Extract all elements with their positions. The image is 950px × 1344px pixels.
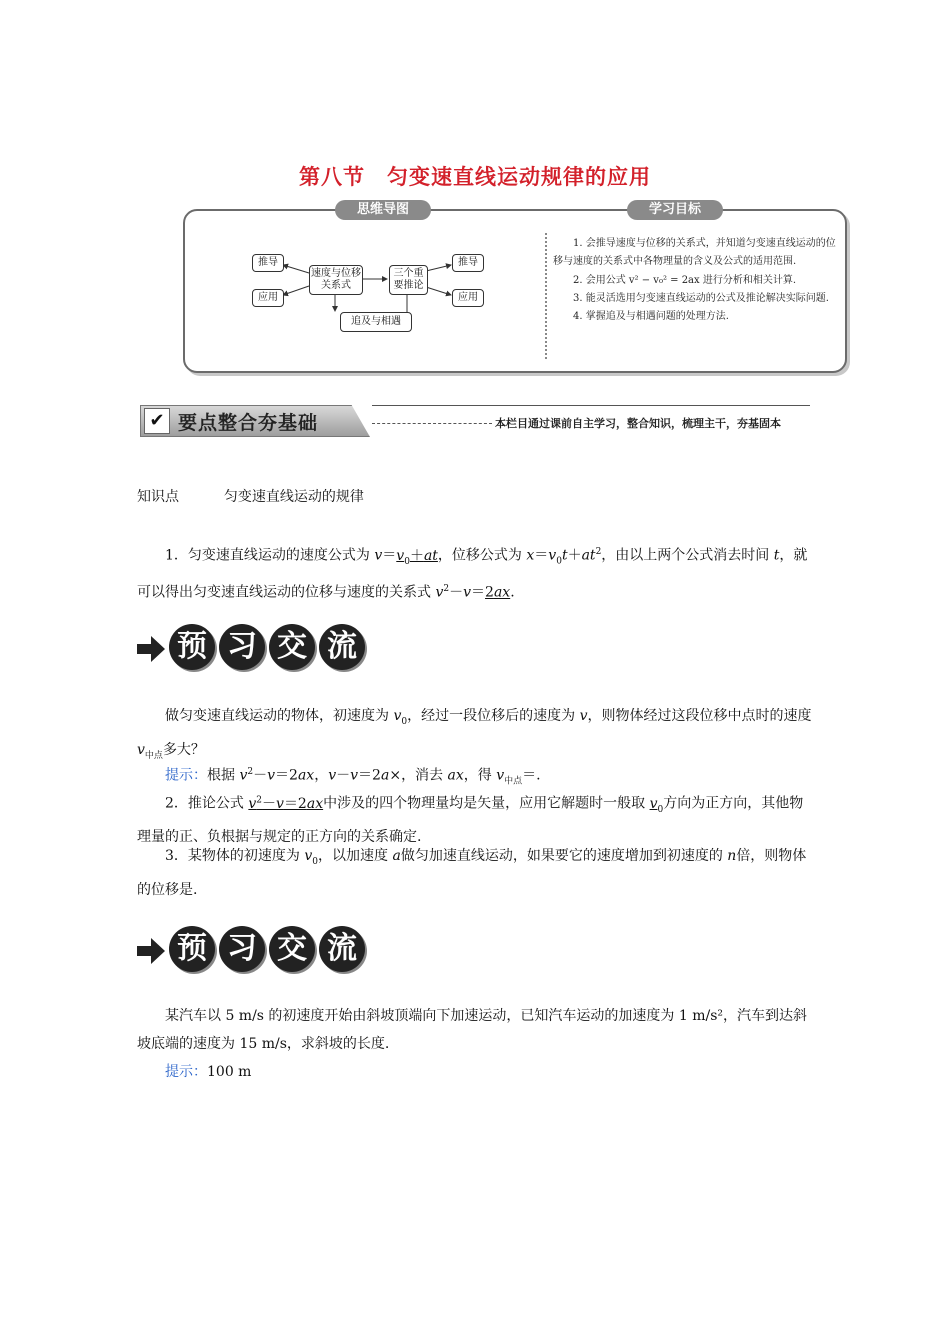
goal-item: 2. 会用公式 v² − v₀² = 2ax 进行分析和相关计算. [573,274,797,286]
paragraph-3: 3．某物体的初速度为 $v_0$，以加速度 a做匀加速直线运动，如果要它的速度增加到初速度的 n倍，则物体的位移是. [137,848,807,898]
page-title: 第八节 匀变速直线运动规律的应用 [299,165,651,189]
para1-text: 1．匀变速直线运动的速度公式为 [165,547,375,564]
q1-text: ，经过一段位移后的速度为 [407,708,580,724]
para3-text: 做匀加速直线运动，如果要它的速度增加到初速度的 [400,848,728,864]
arrow-right-icon [137,636,165,662]
banner-rule [372,405,810,406]
hint-label: 提示： [165,767,207,784]
mindmap-node-derive-left: 推导 [252,254,284,272]
section-banner [140,405,810,437]
hint-text: ，消去 [401,767,448,784]
banner-note: 本栏目通过课前自主学习，整合知识，梳理主干，夯基固本 [495,417,781,430]
goal-item: 4. 掌握追及与相遇问题的处理方法. [573,311,729,323]
arrow-right-icon [137,938,165,964]
para3-text: ，以加速度 [318,848,393,864]
knowledge-topic: 匀变速直线运动的规律 [223,489,364,505]
hint-1: 提示：根据 $v^2-v=2ax$，v－v＝2a×，消去 ax，得 $v_{中点}=$. [165,767,541,787]
mindmap-node-derive-right: 推导 [452,254,484,272]
para2-text: 方向为正方向，其他物理量的正、负根据与规定的正方向的关系确定. [137,795,804,846]
mindmap-node-pursuit: 追及与相遇 [340,312,412,332]
knowledge-label: 知识点 [137,489,179,505]
para2-text: 中涉及的四个物理量均是矢量，应用它解题时一般取 [323,795,650,812]
preview-char: 交 [269,624,315,670]
banner-label: 要点整合夯基础 [178,412,319,434]
mindmap-node-apply-left: 应用 [252,289,284,307]
hint-label: 提示： [165,1064,207,1080]
preview-char: 流 [319,926,365,972]
mindmap-node-corollaries: 三个重要推论 [389,265,428,295]
knowledge-heading [137,483,364,511]
para2-text: 2．推论公式 [165,795,249,812]
question-2: 某汽车以 5 m/s 的初速度开始由斜坡顶端向下加速运动，已知汽车运动的加速度为 1 m/s²，汽车到达斜坡底端的速度为 15 m/s，求斜坡的长度. [137,1008,808,1052]
mindmap-arrows [185,211,545,371]
para1-text: ，就可以得出匀变速直线运动的位移与速度的关系式 [137,547,808,602]
preview-char: 交 [269,926,315,972]
para3-text: 倍，则物体的位移是. [137,848,807,898]
question-1: 做匀变速直线运动的物体，初速度为 $v_0$，经过一段位移后的速度为 v，则物体经过这段位移中点时的速度 $v_{中点}$多大？ [137,708,812,761]
preview-char: 习 [219,624,265,670]
goal-item: 1. 会推导速度与位移的关系式，并知道匀变速直线运动的位移与速度的关系式中各物理量的含义及公式的适用范围. [553,238,836,268]
mindmap-node-apply-right: 应用 [452,289,484,307]
mindmap-tab: 思维导图 [335,200,431,220]
preview-char: 预 [169,624,215,670]
para1-text: ，位移公式为 [437,547,527,564]
hint-2 [137,1058,817,1086]
paragraph-1: 1．匀变速直线运动的速度公式为 $v=v_0+at$，位移公式为 $x=v_0t+at^2$，由以上两个公式消去时间 t，就可以得出匀变速直线运动的位移与速度的关系式 $v^2-v=2ax$. [137,547,808,602]
paragraph-2: 2．推论公式 $v^2-v=2ax$中涉及的四个物理量均是矢量，应用它解题时一般取 $v_0$方向为正方向，其他物理量的正、负根据与规定的正方向的关系确定. [137,795,804,846]
mindmap-node-center: 速度与位移关系式 [309,265,363,295]
para3-text: 3．某物体的初速度为 [165,848,305,864]
hint-answer: 100 m [207,1064,252,1080]
goals-tab: 学习目标 [627,200,723,220]
para1-text: ，由以上两个公式消去时间 [601,547,774,564]
q1-text: 多大？ [162,741,205,758]
hint-text: ， [314,767,329,784]
check-icon: ✔ [144,408,170,434]
preview-char: 预 [169,926,215,972]
hint-text: 根据 [207,767,240,784]
learning-goals [553,235,838,326]
goal-item: 3. 能灵活选用匀变速直线运动的公式及推论解决实际问题. [573,292,829,304]
preview-char: 流 [319,624,365,670]
preview-char: 习 [219,926,265,972]
hint-text: ，得 [463,767,497,784]
overview-frame [183,202,847,373]
frame-divider [545,233,547,359]
banner-dash [372,423,492,424]
q1-text: 做匀变速直线运动的物体，初速度为 [165,708,394,724]
q1-text: ，则物体经过这段位移中点时的速度 [587,708,812,724]
